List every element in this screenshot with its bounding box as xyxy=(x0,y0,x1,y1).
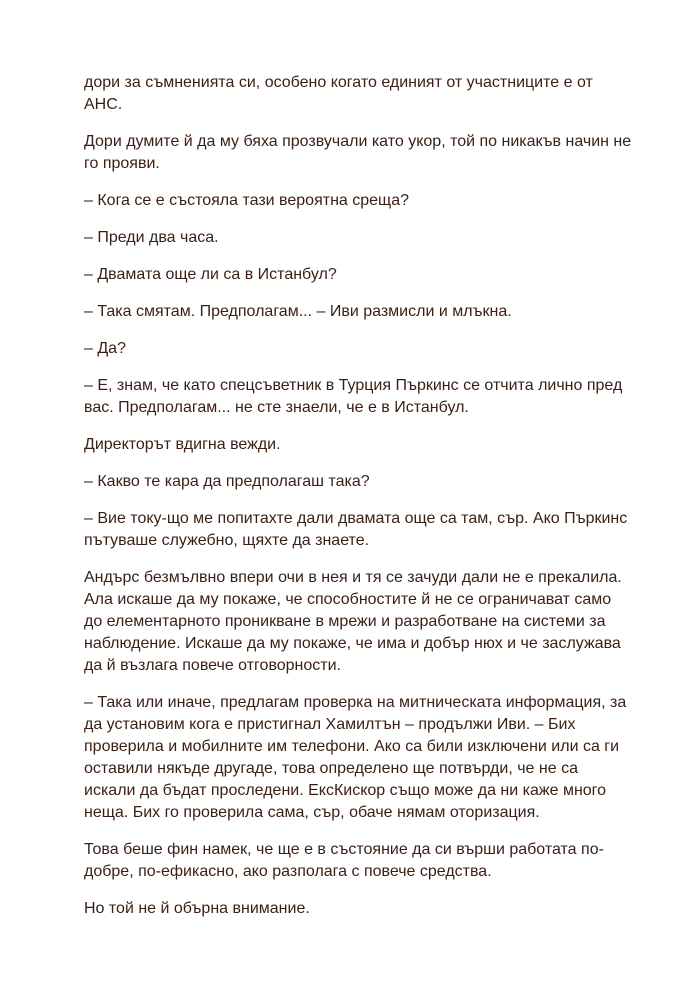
paragraph-11: – Вие току-що ме попитахте дали двамата още са там, сър. Ако Пъркинс пътуваше служебно, щяхте да знаете. xyxy=(84,510,628,549)
paragraph-13: – Така или иначе, предлагам проверка на митническата информация, за да установим кога е пристигнал Хамилтън – продължи Иви. – Бих проверила и мобилните им телефони. Ако са били изключени или са ги оставили някъде другаде, това определено ще потвърди, че не са искали да бъдат проследени. ЕксКискор също може да ни каже много неща. Бих го проверила сама, сър, обаче нямам оторизация. xyxy=(84,694,627,821)
paragraph-1: дори за съмненията си, особено когато единият от участниците е от АНС. xyxy=(84,74,593,113)
paragraph-10: – Какво те кара да предполагаш така? xyxy=(84,473,370,490)
body-text xyxy=(84,72,632,935)
paragraph-2: Дори думите й да му бяха прозвучали като укор, той по никакъв начин не го прояви. xyxy=(84,133,632,172)
paragraph-8: – Е, знам, че като спецсъветник в Турция Пъркинс се отчита лично пред вас. Предполагам... не сте знаели, че е в Истанбул. xyxy=(84,377,623,416)
paragraph-7: – Да? xyxy=(84,340,126,357)
paragraph-4: – Преди два часа. xyxy=(84,229,219,246)
paragraph-6: – Така смятам. Предполагам... – Иви размисли и млъкна. xyxy=(84,303,512,320)
paragraph-14: Това беше фин намек, че ще е в състояние да си върши работата по-добре, по-ефикасно, ако разполага с повече средства. xyxy=(84,841,604,880)
paragraph-5: – Двамата още ли са в Истанбул? xyxy=(84,266,337,283)
paragraph-12: Андърс безмълвно впери очи в нея и тя се зачуди дали не е прекалила. Ала искаше да му покаже, че способностите й не се ограничават само до елементарното проникване в мрежи и разработване на системи за наблюдение. Искаше да му покаже, че има и добър нюх и че заслужава да й възлага повече отговорности. xyxy=(84,569,622,674)
paragraph-9: Директорът вдигна вежди. xyxy=(84,436,281,453)
paragraph-3: – Кога се е състояла тази вероятна среща? xyxy=(84,192,409,209)
paragraph-15: Но той не й обърна внимание. xyxy=(84,900,310,917)
